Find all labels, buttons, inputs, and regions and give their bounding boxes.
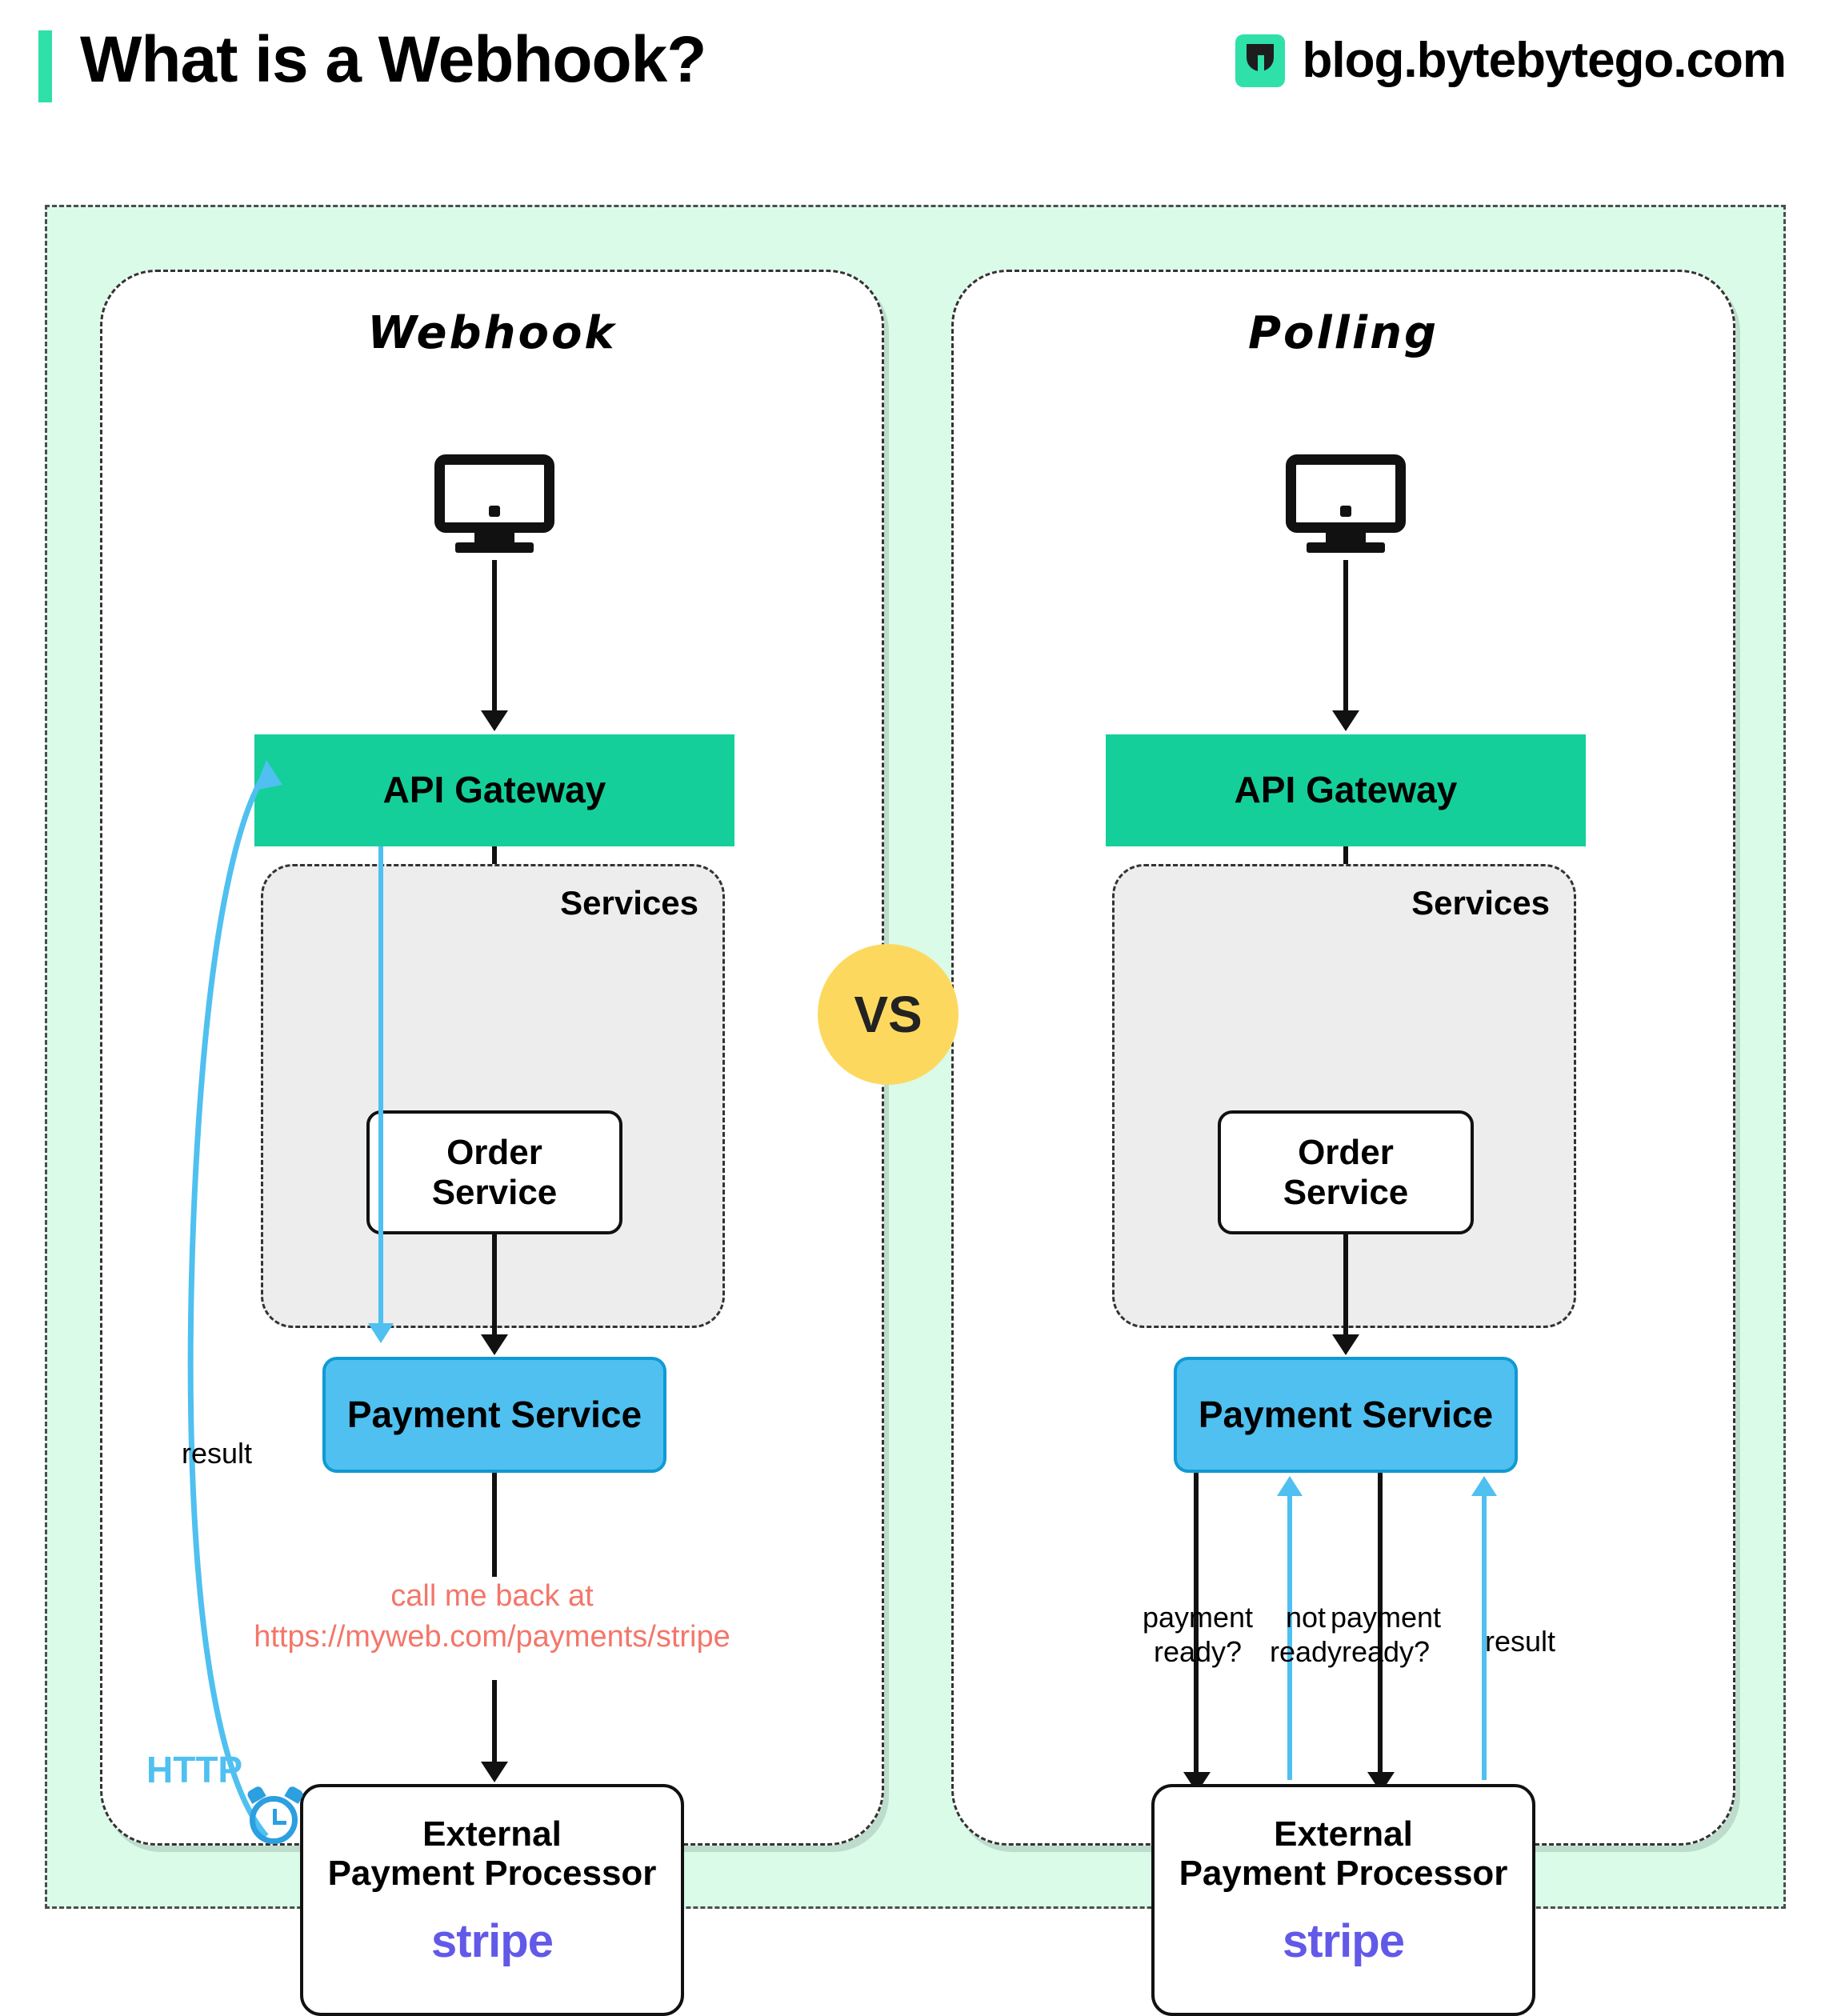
label-poll-request-1-line2: ready? [1153, 1635, 1243, 1669]
node-processor-line1: External [1274, 1814, 1413, 1854]
node-order-service-line1: Order [446, 1133, 542, 1173]
edge-gateway-to-payment-blue-arrow [368, 1323, 394, 1343]
label-callback-line2: https://myweb.com/payments/stripe [254, 1620, 730, 1654]
label-result-webhook: result [181, 1437, 253, 1470]
edge-order-to-payment [1343, 1234, 1348, 1338]
bytebytego-logo-icon [1235, 34, 1285, 87]
brand [1235, 32, 1786, 89]
node-payment-service: Payment Service [322, 1357, 666, 1473]
label-poll-request-2 [1306, 1600, 1466, 1669]
label-poll-request-2-line2: ready? [1341, 1635, 1431, 1669]
stripe-logo: stripe [1283, 1914, 1404, 1967]
label-poll-response-1-line1: not [1285, 1601, 1327, 1634]
node-order-service-line1: Order [1298, 1133, 1394, 1173]
node-order-service-line2: Service [431, 1172, 558, 1212]
column-title-webhook: Webhook [367, 307, 617, 359]
group-services-label: Services [560, 884, 698, 922]
label-poll-response-1-line2: ready [1269, 1635, 1343, 1669]
node-order-service [1218, 1110, 1474, 1234]
node-processor-line1: External [422, 1814, 562, 1854]
node-processor-line2: Payment Processor [327, 1854, 657, 1894]
vs-badge: VS [818, 944, 959, 1085]
label-poll-request-2-line1: payment [1330, 1601, 1442, 1634]
edge-order-to-payment-arrow [1332, 1334, 1359, 1355]
page-title: What is a Webhook? [80, 23, 706, 96]
node-api-gateway: API Gateway [1106, 734, 1586, 846]
title-accent-bar [38, 30, 52, 102]
alarm-clock-icon [246, 1788, 304, 1846]
label-http: HTTP [146, 1749, 243, 1790]
column-polling [951, 270, 1735, 1967]
stripe-logo: stripe [431, 1914, 553, 1967]
node-api-gateway: API Gateway [254, 734, 734, 846]
node-payment-service: Payment Service [1174, 1357, 1518, 1473]
page-header [0, 0, 1829, 136]
edge-client-to-gateway-arrow [1332, 710, 1359, 731]
label-callback-line1: call me back at [390, 1579, 594, 1613]
edge-poll-response-2-arrow [1471, 1476, 1497, 1496]
label-poll-request-1-line1: payment [1142, 1601, 1254, 1634]
brand-label: blog.bytebytego.com [1302, 33, 1786, 88]
label-poll-response-2: result [1484, 1625, 1556, 1658]
edge-poll-response-1-arrow [1277, 1476, 1303, 1496]
desktop-monitor-icon [1286, 454, 1406, 550]
group-services-label: Services [1411, 884, 1550, 922]
column-title-polling: Polling [1247, 307, 1439, 359]
node-external-payment-processor [1151, 1784, 1535, 2016]
node-order-service-line2: Service [1283, 1172, 1409, 1212]
edge-client-to-gateway [1343, 560, 1348, 712]
edge-gateway-to-payment-blue [378, 846, 383, 1326]
column-webhook [100, 270, 884, 1967]
edge-http-callback-curve [102, 272, 886, 1848]
node-processor-line2: Payment Processor [1179, 1854, 1508, 1894]
